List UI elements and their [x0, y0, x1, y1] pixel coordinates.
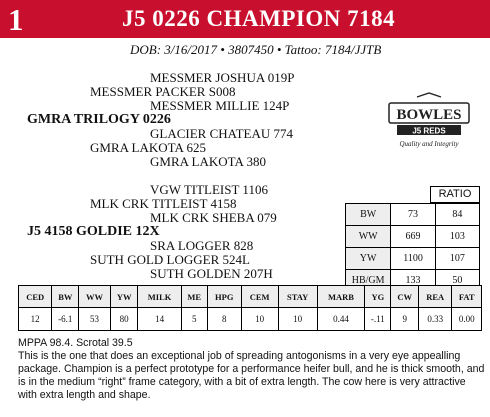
epd-value: 8: [207, 308, 241, 331]
epd-value: 0.00: [452, 308, 482, 331]
epd-header-row: [19, 286, 482, 308]
ratio-label: WW: [346, 226, 391, 248]
ratio-label: BW: [346, 204, 391, 226]
ratio-ratio: 50: [435, 270, 479, 292]
pedigree-sire-sire: MESSMER PACKER S008: [90, 84, 236, 99]
pedigree-sire-sire-sire: MESSMER JOSHUA 019P: [150, 70, 295, 85]
epd-header: YG: [365, 286, 391, 308]
epd-header: WW: [79, 286, 111, 308]
epd-header: CEM: [241, 286, 278, 308]
birth-registration-line: DOB: 3/16/2017 • 3807450 • Tattoo: 7184/JJTB: [130, 42, 382, 57]
epd-header: BW: [52, 286, 79, 308]
ratio-table: [345, 203, 480, 292]
epd-header: YW: [110, 286, 138, 308]
epd-value: 0.44: [317, 308, 365, 331]
animal-name-title: J5 0226 CHAMPION 7184: [122, 6, 396, 31]
epd-value: 80: [110, 308, 138, 331]
pedigree-dam-sire-dam: MLK CRK SHEBA 079: [150, 210, 277, 225]
epd-header: REA: [419, 286, 452, 308]
epd-header: MARB: [317, 286, 365, 308]
ratio-value: 1100: [391, 248, 435, 270]
logo-wordmark: BOWLES: [396, 107, 462, 123]
epd-header: STAY: [278, 286, 317, 308]
lot-header-bar: [0, 0, 490, 38]
pedigree-sire-dam: GMRA LAKOTA 625: [90, 140, 206, 155]
pedigree-dam: J5 4158 GOLDIE 12X: [27, 224, 160, 239]
pedigree-sire: GMRA TRILOGY 0226: [27, 112, 171, 127]
bowles-logo: [379, 91, 479, 153]
epd-header: CED: [19, 286, 52, 308]
ratio-label: YW: [346, 248, 391, 270]
pedigree-sire-dam-sire: GLACIER CHATEAU 774: [150, 126, 293, 141]
ratio-value: 133: [391, 270, 435, 292]
epd-value: 10: [278, 308, 317, 331]
measurements-line: MPPA 98.4. Scrotal 39.5: [18, 337, 133, 349]
epd-value: 10: [241, 308, 278, 331]
epd-header: HPG: [207, 286, 241, 308]
epd-table: [18, 285, 482, 331]
epd-value: 9: [391, 308, 419, 331]
ratio-value: 669: [391, 226, 435, 248]
epd-header: ME: [181, 286, 207, 308]
epd-value: 12: [19, 308, 52, 331]
pedigree-dam-sire: MLK CRK TITLEIST 4158: [90, 196, 237, 211]
ratio-row: [346, 248, 480, 270]
epd-value: 53: [79, 308, 111, 331]
pedigree-sire-dam-dam: GMRA LAKOTA 380: [150, 154, 266, 169]
ratio-ratio: 107: [435, 248, 479, 270]
epd-value: -6.1: [52, 308, 79, 331]
pedigree-dam-dam-sire: SRA LOGGER 828: [150, 238, 254, 253]
pedigree-sire-sire-dam: MESSMER MILLIE 124P: [150, 98, 290, 113]
logo-subtitle: J5 REDS: [412, 126, 446, 136]
ratio-row: [346, 226, 480, 248]
ratio-ratio: 84: [435, 204, 479, 226]
epd-value: 5: [181, 308, 207, 331]
epd-value: -.11: [365, 308, 391, 331]
epd-value: 14: [138, 308, 181, 331]
ratio-ratio: 103: [435, 226, 479, 248]
pedigree-dam-sire-sire: VGW TITLEIST 1106: [150, 182, 268, 197]
logo-tagline: Quality and Integrity: [399, 140, 459, 148]
epd-header: MILK: [138, 286, 181, 308]
epd-header: FAT: [452, 286, 482, 308]
ratio-row: [346, 204, 480, 226]
description-paragraph: This is the one that does an exceptional job of spreading antogonisms in a very eye appealling package. Champion is a perfect prototype for a performance heifer bull, and he is thick smooth, and is in the medium “right” frame category, with a bit of extra length. The cow here is very attractive with extra length and shape.: [18, 350, 485, 401]
lot-number: 1: [8, 2, 24, 37]
epd-value: 0.33: [419, 308, 452, 331]
ratio-column-title: RATIO: [430, 186, 480, 203]
epd-value-row: [19, 308, 482, 331]
pedigree-dam-dam-dam: SUTH GOLDEN 207H: [150, 266, 273, 281]
pedigree-dam-dam: SUTH GOLD LOGGER 524L: [90, 252, 250, 267]
epd-header: CW: [391, 286, 419, 308]
ratio-label: HB/GM: [346, 270, 391, 292]
ratio-value: 73: [391, 204, 435, 226]
lot-notes: [18, 337, 486, 402]
